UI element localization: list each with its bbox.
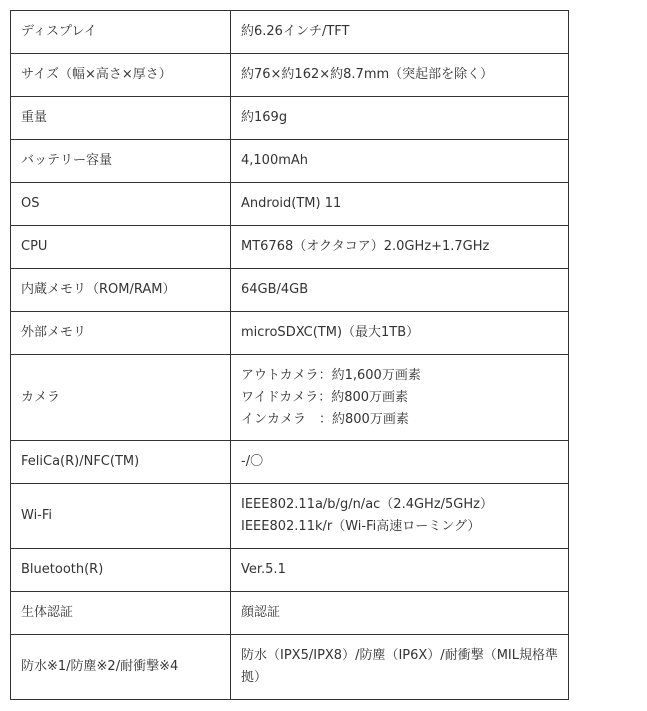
table-row: [11, 484, 569, 549]
table-row: [11, 140, 569, 183]
row-label: カメラ: [11, 355, 231, 441]
value-line: 約169g: [241, 110, 288, 125]
row-value: [231, 226, 569, 269]
row-label: 内蔵メモリ（ROM/RAM）: [11, 269, 231, 312]
table-row: [11, 635, 569, 700]
value-line: Ver.5.1: [241, 562, 286, 577]
row-label: 生体認証: [11, 592, 231, 635]
row-value: [231, 11, 569, 54]
row-label: 防水※1/防塵※2/耐衝撃※4: [11, 635, 231, 700]
row-value: [231, 441, 569, 484]
row-value: [231, 355, 569, 441]
row-value: [231, 549, 569, 592]
value-line: 約76×約162×約8.7mm（突起部を除く）: [241, 67, 494, 82]
value-line: microSDXC(TM)（最大1TB）: [241, 325, 420, 340]
value-line: 4,100mAh: [241, 153, 309, 168]
value-line: アウトカメラ：約1,600万画素: [241, 367, 421, 383]
table-row: [11, 592, 569, 635]
row-label: Wi-Fi: [11, 484, 231, 549]
table-row: [11, 11, 569, 54]
row-label: FeliCa(R)/NFC(TM): [11, 441, 231, 484]
value-line: 顔認証: [241, 605, 281, 620]
value-line: MT6768（オクタコア）2.0GHz+1.7GHz: [241, 239, 490, 254]
value-line: ワイドカメラ：約800万画素: [241, 389, 409, 405]
row-label: Bluetooth(R): [11, 549, 231, 592]
value-line: IEEE802.11a/b/g/n/ac（2.4GHz/5GHz）: [241, 497, 493, 512]
table-row: [11, 269, 569, 312]
row-value: [231, 635, 569, 700]
value-line: -/〇: [241, 454, 264, 469]
row-value: [231, 269, 569, 312]
row-label: 外部メモリ: [11, 312, 231, 355]
row-value: [231, 140, 569, 183]
row-label: サイズ（幅×高さ×厚さ）: [11, 54, 231, 97]
value-line: インカメラ ：約800万画素: [241, 411, 409, 427]
row-value: [231, 54, 569, 97]
row-value: [231, 312, 569, 355]
table-row: [11, 97, 569, 140]
table-row: [11, 441, 569, 484]
value-line: IEEE802.11k/r（Wi-Fi高速ローミング）: [241, 519, 481, 534]
row-label: ディスプレイ: [11, 11, 231, 54]
value-line: 64GB/4GB: [241, 282, 309, 297]
row-label: CPU: [11, 226, 231, 269]
row-label: バッテリー容量: [11, 140, 231, 183]
row-label: OS: [11, 183, 231, 226]
table-row: [11, 183, 569, 226]
table-row: [11, 312, 569, 355]
row-value: [231, 484, 569, 549]
row-value: [231, 183, 569, 226]
table-row: [11, 226, 569, 269]
value-line: 防水（IPX5/IPX8）/防塵（IP6X）/耐衝撃（MIL規格準拠）: [241, 648, 558, 685]
row-value: [231, 97, 569, 140]
row-label: 重量: [11, 97, 231, 140]
value-line: 約6.26インチ/TFT: [241, 24, 350, 39]
table-row: [11, 54, 569, 97]
value-line: Android(TM) 11: [241, 196, 342, 211]
table-row: [11, 549, 569, 592]
table-row: [11, 355, 569, 441]
row-value: [231, 592, 569, 635]
spec-table: [10, 10, 569, 700]
